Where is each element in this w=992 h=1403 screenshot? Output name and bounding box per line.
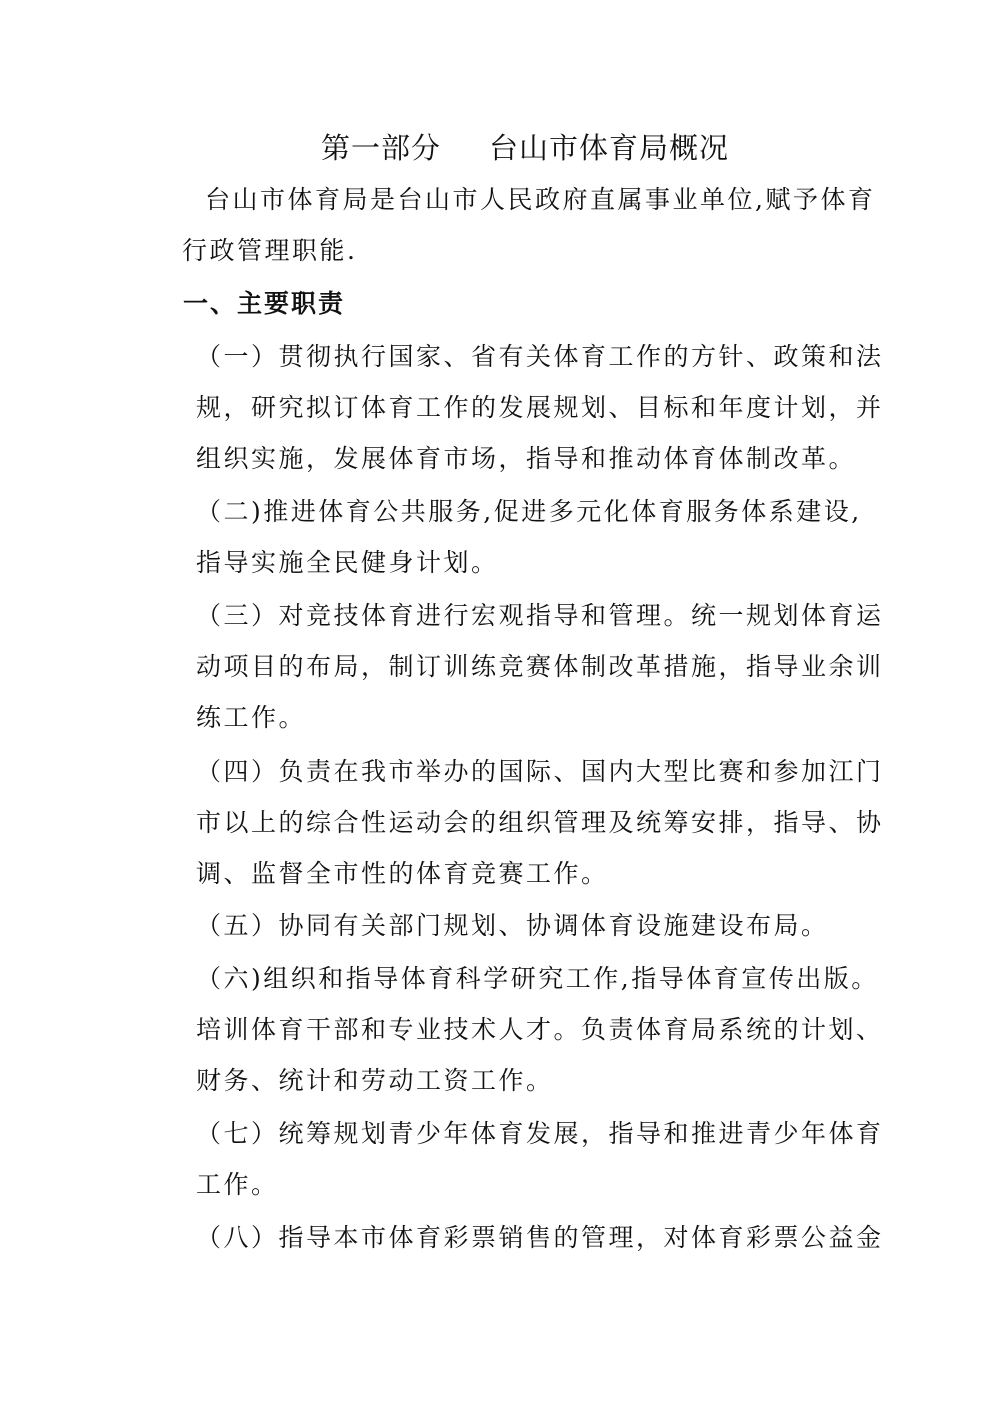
title-part: 第一部分 <box>320 131 441 165</box>
duty-line: （七）统筹规划青少年体育发展，指导和推进青少年体育 <box>196 1119 884 1148</box>
title-name: 台山市体育局概况 <box>489 131 730 165</box>
duty-item-8 <box>196 1212 884 1263</box>
duty-line: 培训体育干部和专业技术人才。负责体育局系统的计划、 <box>196 1015 884 1044</box>
duty-line: 调、监督全市性的体育竞赛工作。 <box>196 859 609 888</box>
duty-line: （六)组织和指导体育科学研究工作,指导体育宣传出版。 <box>196 964 879 993</box>
duty-item-4 <box>196 746 884 899</box>
duty-line: （一）贯彻执行国家、省有关体育工作的方针、政策和法 <box>196 342 884 371</box>
duty-line: （四）负责在我市举办的国际、国内大型比赛和参加江门 <box>196 757 884 786</box>
section-heading: 一、主要职责 <box>183 289 346 318</box>
duty-line: （二)推进体育公共服务,促进多元化体育服务体系建设, <box>196 497 862 526</box>
intro-line: 台山市体育局是台山市人民政府直属事业单位,赋予体育 <box>205 185 876 214</box>
duty-line: 组织实施，发展体育市场，指导和推动体育体制改革。 <box>196 444 857 473</box>
duty-item-2 <box>196 486 862 588</box>
duty-line: 规，研究拟订体育工作的发展规划、目标和年度计划，并 <box>196 393 884 422</box>
duty-item-1 <box>196 331 884 484</box>
duty-line: （八）指导本市体育彩票销售的管理，对体育彩票公益金 <box>196 1223 884 1252</box>
duty-line: 动项目的布局，制订训练竞赛体制改革措施，指导业余训 <box>196 652 884 681</box>
duty-line: （五）协同有关部门规划、协调体育设施建设布局。 <box>196 911 829 940</box>
duty-item-6 <box>196 953 884 1106</box>
duty-item-5 <box>196 900 829 951</box>
duty-line: 工作。 <box>196 1170 279 1199</box>
duty-item-3 <box>196 590 884 743</box>
duty-line: 市以上的综合性运动会的组织管理及统筹安排，指导、协 <box>196 808 884 837</box>
duty-line: （三）对竞技体育进行宏观指导和管理。统一规划体育运 <box>196 601 884 630</box>
page-title <box>180 122 870 174</box>
duty-line: 财务、统计和劳动工资工作。 <box>196 1066 554 1095</box>
duty-item-7 <box>196 1108 884 1210</box>
duty-line: 指导实施全民健身计划。 <box>196 548 499 577</box>
intro-paragraph <box>182 174 876 276</box>
intro-line: 行政管理职能. <box>182 236 358 265</box>
duty-line: 练工作。 <box>196 703 307 732</box>
